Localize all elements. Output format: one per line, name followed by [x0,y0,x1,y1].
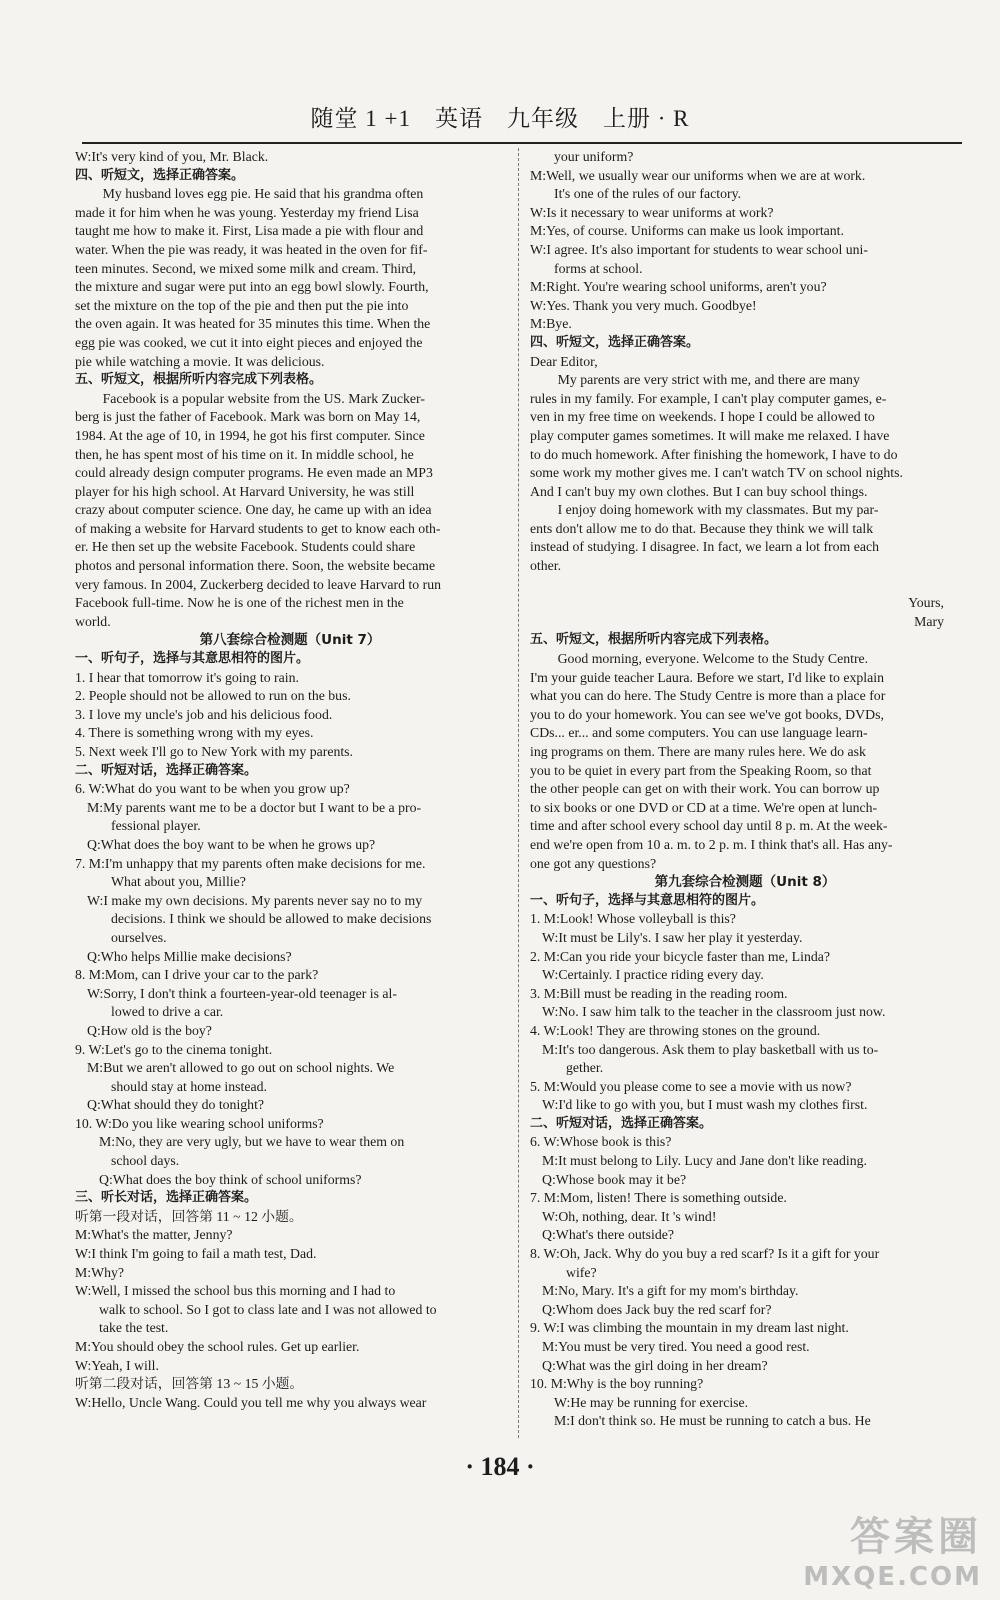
text-line: instead of studying. I disagree. In fact, we learn a lot from each [530,539,880,555]
text-line: And I can't buy my own clothes. But I can buy school things. [530,483,868,499]
text-line: 第九套综合检测题（Unit 8） [654,874,836,891]
text-line: M:Right. You're wearing school uniforms, aren't you? [530,279,827,295]
text-line: 2. People should not be allowed to run on the bus. [75,688,351,704]
text-line: 一、听句子，选择与其意思相符的图片。 [75,651,310,667]
text-line: 3. I love my uncle's job and his delicious food. [75,706,333,722]
text-line: to do much homework. After finishing the homework, I have to do [530,446,898,462]
text-line: decisions. I think we should be allowed to make decisions [111,911,432,927]
text-line: W:Yes. Thank you very much. Goodbye! [530,297,757,313]
text-line: 三、听长对话，选择正确答案。 [75,1190,258,1206]
text-line: 10. W:Do you like wearing school uniforms? [75,1115,324,1131]
text-line: My husband loves egg pie. He said that his grandma often [102,186,424,202]
text-line: pie while watching a movie. It was delicious. [75,353,325,369]
text-line: teen minutes. Second, we mixed some milk and cream. Third, [75,260,417,276]
text-line: the other people can get on with their work. You can borrow up [530,781,880,797]
left-column [75,148,505,1448]
text-line: W:Is it necessary to wear uniforms at work? [530,204,774,220]
text-line: M:Well, we usually wear our uniforms when we are at work. [530,167,866,183]
text-line: 7. M:I'm unhappy that my parents often make decisions for me. [75,855,426,871]
text-line: 1984. At the age of 10, in 1994, he got his first computer. Since [75,427,425,443]
page-number: · 184 · [465,1452,535,1481]
text-line: taught me how to make it. First, Lisa made a pie with flour and [75,223,424,239]
text-line: lowed to drive a car. [111,1004,224,1020]
text-line: W:Oh, nothing, dear. It 's wind! [542,1208,717,1224]
text-line: 二、听短对话，选择正确答案。 [75,762,258,778]
watermark-en: MXQE.COM [803,1562,982,1592]
text-line: 5. Next week I'll go to New York with my parents. [75,744,354,759]
text-line: play computer games sometimes. It will make me relaxed. I have [530,427,890,443]
text-line: berg is just the father of Facebook. Mark was born on May 14, [75,409,421,425]
text-line: to six books or one DVD or CD at a time. We're open at lunch- [530,799,878,815]
text-line: crazy about computer science. One day, he came up with an idea [75,502,432,518]
text-line: W:Sorry, I don't think a fourteen-year-old teenager is al- [87,985,397,1001]
page-header-title: 随堂 1 +1 英语 九年级 上册 · R [310,106,690,131]
text-line: gether. [566,1060,604,1076]
text-line: could already design computer programs. He even made an MP3 [75,465,433,481]
text-line: M:My parents want me to be a doctor but I want to be a pro- [87,799,422,815]
text-line: 3. M:Bill must be reading in the reading room. [530,985,788,1001]
text-line: player for his high school. At Harvard University, he was still [75,483,415,499]
text-line: 听第一段对话，回答第 11 ~ 12 小题。 [75,1208,303,1224]
text-line: time and after school every school day until 8 p. m. At the week- [530,818,888,834]
text-line: M:No, they are very ugly, but we have to wear them on [99,1134,405,1150]
text-line: 1. M:Look! Whose volleyball is this? [530,911,736,927]
text-line [530,576,960,595]
text-line: one got any questions? [530,855,657,871]
text-line: some work my mother gives me. I can't watch TV on school nights. [530,465,903,481]
text-line: It's one of the rules of our factory. [554,186,742,202]
text-line: M:No, Mary. It's a gift for my mom's birthday. [542,1283,799,1299]
text-line: should stay at home instead. [111,1078,267,1094]
text-line: M:I don't think so. He must be running to catch a bus. He [554,1413,871,1429]
text-line: set the mixture on the top of the pie and then put the pie into [75,297,409,313]
text-line: ents don't allow me to do that. Because they think we will talk [530,520,874,536]
text-line: What about you, Millie? [111,874,246,890]
text-line: 6. W:Whose book is this? [530,1134,672,1150]
text-line: school days. [111,1153,180,1169]
text-line: 2. M:Can you ride your bicycle faster than me, Linda? [530,948,830,964]
text-line: W:I make my own decisions. My parents never say no to my [87,892,423,908]
text-line: 4. There is something wrong with my eyes. [75,725,314,741]
text-line: Q:Who helps Millie make decisions? [87,948,292,964]
text-line: made it for him when he was young. Yesterday my friend Lisa [75,204,419,220]
text-line: M:You must be very tired. You need a good rest. [542,1339,810,1354]
header-rule [82,142,962,144]
text-line: Mary [914,613,944,629]
text-line: 二、听短对话，选择正确答案。 [530,1115,713,1131]
text-line: Q:What's there outside? [542,1227,674,1243]
text-line: 9. W:Let's go to the cinema tonight. [75,1041,273,1057]
text-line: Yours, [908,595,944,611]
text-line: M:You should obey the school rules. Get up earlier. [75,1339,360,1354]
text-line: M:Why? [75,1264,125,1280]
text-line: M:It must belong to Lily. Lucy and Jane don't like reading. [542,1153,867,1169]
text-line: W:Certainly. I practice riding every day. [542,967,764,983]
text-line: W:I think I'm going to fail a math test, Dad. [75,1246,317,1262]
text-line: walk to school. So I got to class late and I was not allowed to [99,1301,437,1317]
text-line: CDs... er... and some computers. You can use language learn- [530,725,868,741]
text-line: wife? [566,1264,597,1280]
text-line: I enjoy doing homework with my classmates. But my par- [557,502,879,518]
text-line: M:It's too dangerous. Ask them to play basketball with us to- [542,1041,879,1057]
right-column [530,148,960,1448]
watermark-cn: 答案圈 [850,1514,982,1560]
text-line: W:Hello, Uncle Wang. Could you tell me why you always wear [75,1394,427,1410]
text-line: I'm your guide teacher Laura. Before we start, I'd like to explain [530,669,884,685]
text-line: Q:How old is the boy? [87,1022,212,1038]
text-line: your uniform? [554,149,634,164]
text-line: 10. M:Why is the boy running? [530,1376,704,1392]
text-line: you to be quiet in every part from the Speaking Room, so that [530,762,872,778]
text-line: 四、听短文，选择正确答案。 [75,167,245,183]
text-line: 一、听句子，选择与其意思相符的图片。 [530,892,765,908]
text-line: W:I agree. It's also important for students to wear school uni- [530,241,868,257]
text-line: Dear Editor, [530,353,598,369]
text-line: ourselves. [111,929,167,945]
text-line: Q:Whom does Jack buy the red scarf for? [542,1301,772,1317]
text-line: Q:Whose book may it be? [542,1171,687,1187]
text-line: rules in my family. For example, I can't play computer games, e- [530,390,887,406]
text-line: photos and personal information there. Soon, the website became [75,558,436,574]
text-line: M:Bye. [530,316,572,332]
text-line: M:What's the matter, Jenny? [75,1227,233,1243]
text-line: er. He then set up the website Facebook. Students could share [75,539,416,555]
text-line: 5. M:Would you please come to see a movie with us now? [530,1078,852,1094]
text-line: 9. W:I was climbing the mountain in my dream last night. [530,1320,849,1336]
text-line: W:It must be Lily's. I saw her play it yesterday. [542,929,803,945]
text-line: take the test. [99,1320,169,1336]
text-line: of making a website for Harvard students to get to know each oth- [75,520,441,536]
text-line: W:It's very kind of you, Mr. Black. [75,149,269,164]
text-line: world. [75,613,111,629]
text-line: you to do your homework. You can see we've got books, DVDs, [530,706,884,722]
text-line: My parents are very strict with me, and there are many [557,372,860,388]
column-divider [518,148,519,1438]
text-line: 6. W:What do you want to be when you grow up? [75,781,350,797]
text-line: Facebook full-time. Now he is one of the richest men in the [75,595,404,611]
text-line: end we're open from 10 a. m. to 2 p. m. I think that's all. Has any- [530,836,893,852]
text-line: Good morning, everyone. Welcome to the Study Centre. [557,651,869,667]
text-line: what you can do here. The Study Centre is more than a place for [530,688,886,704]
text-line: M:But we aren't allowed to go out on school nights. We [87,1060,395,1076]
text-line: W:Well, I missed the school bus this morning and I had to [75,1283,396,1299]
text-line: 7. M:Mom, listen! There is something outside. [530,1190,787,1206]
text-line: 五、听短文，根据所听内容完成下列表格。 [75,372,323,388]
text-line: W:I'd like to go with you, but I must wash my clothes first. [542,1097,868,1113]
text-line: W:No. I saw him talk to the teacher in the classroom just now. [542,1004,886,1020]
text-line: W:Yeah, I will. [75,1357,159,1373]
text-line: Q:What does the boy want to be when he grows up? [87,836,376,852]
text-line: then, he has spent most of his time on it. In middle school, he [75,446,414,462]
text-line: other. [530,558,562,574]
text-line: Facebook is a popular website from the US. Mark Zucker- [102,390,425,406]
text-line: ing programs on them. There are many rules here. We do ask [530,744,866,759]
text-line: Q:What was the girl doing in her dream? [542,1357,768,1373]
text-line: 8. M:Mom, can I drive your car to the park? [75,967,319,983]
text-line: 4. W:Look! They are throwing stones on the ground. [530,1022,821,1038]
text-line: 四、听短文，选择正确答案。 [530,334,700,350]
text-line: M:Yes, of course. Uniforms can make us look important. [530,223,844,239]
text-line: 8. W:Oh, Jack. Why do you buy a red scarf? Is it a gift for your [530,1246,880,1262]
text-line: 听第二段对话，回答第 13 ~ 15 小题。 [75,1376,304,1392]
text-line: 五、听短文，根据所听内容完成下列表格。 [530,632,778,648]
text-line: egg pie was cooked, we cut it into eight pieces and enjoyed the [75,334,423,350]
text-line: forms at school. [554,260,643,276]
text-line: the oven again. It was heated for 35 minutes this time. When the [75,316,431,332]
text-line: ven in my free time on weekends. I hope I could be allowed to [530,409,875,425]
text-line: 1. I hear that tomorrow it's going to rain. [75,669,299,685]
text-line: water. When the pie was ready, it was heated in the oven for fif- [75,241,428,257]
text-line: Q:What does the boy think of school uniforms? [99,1171,362,1187]
text-line: 第八套综合检测题（Unit 7） [199,632,381,649]
text-line: fessional player. [111,818,201,834]
text-line: W:He may be running for exercise. [554,1394,749,1410]
text-line: very famous. In 2004, Zuckerberg decided to leave Harvard to run [75,576,441,592]
watermark-logo [803,1505,982,1592]
text-line: Q:What should they do tonight? [87,1097,265,1113]
text-line: the mixture and sugar were put into an egg bowl slowly. Fourth, [75,279,429,295]
